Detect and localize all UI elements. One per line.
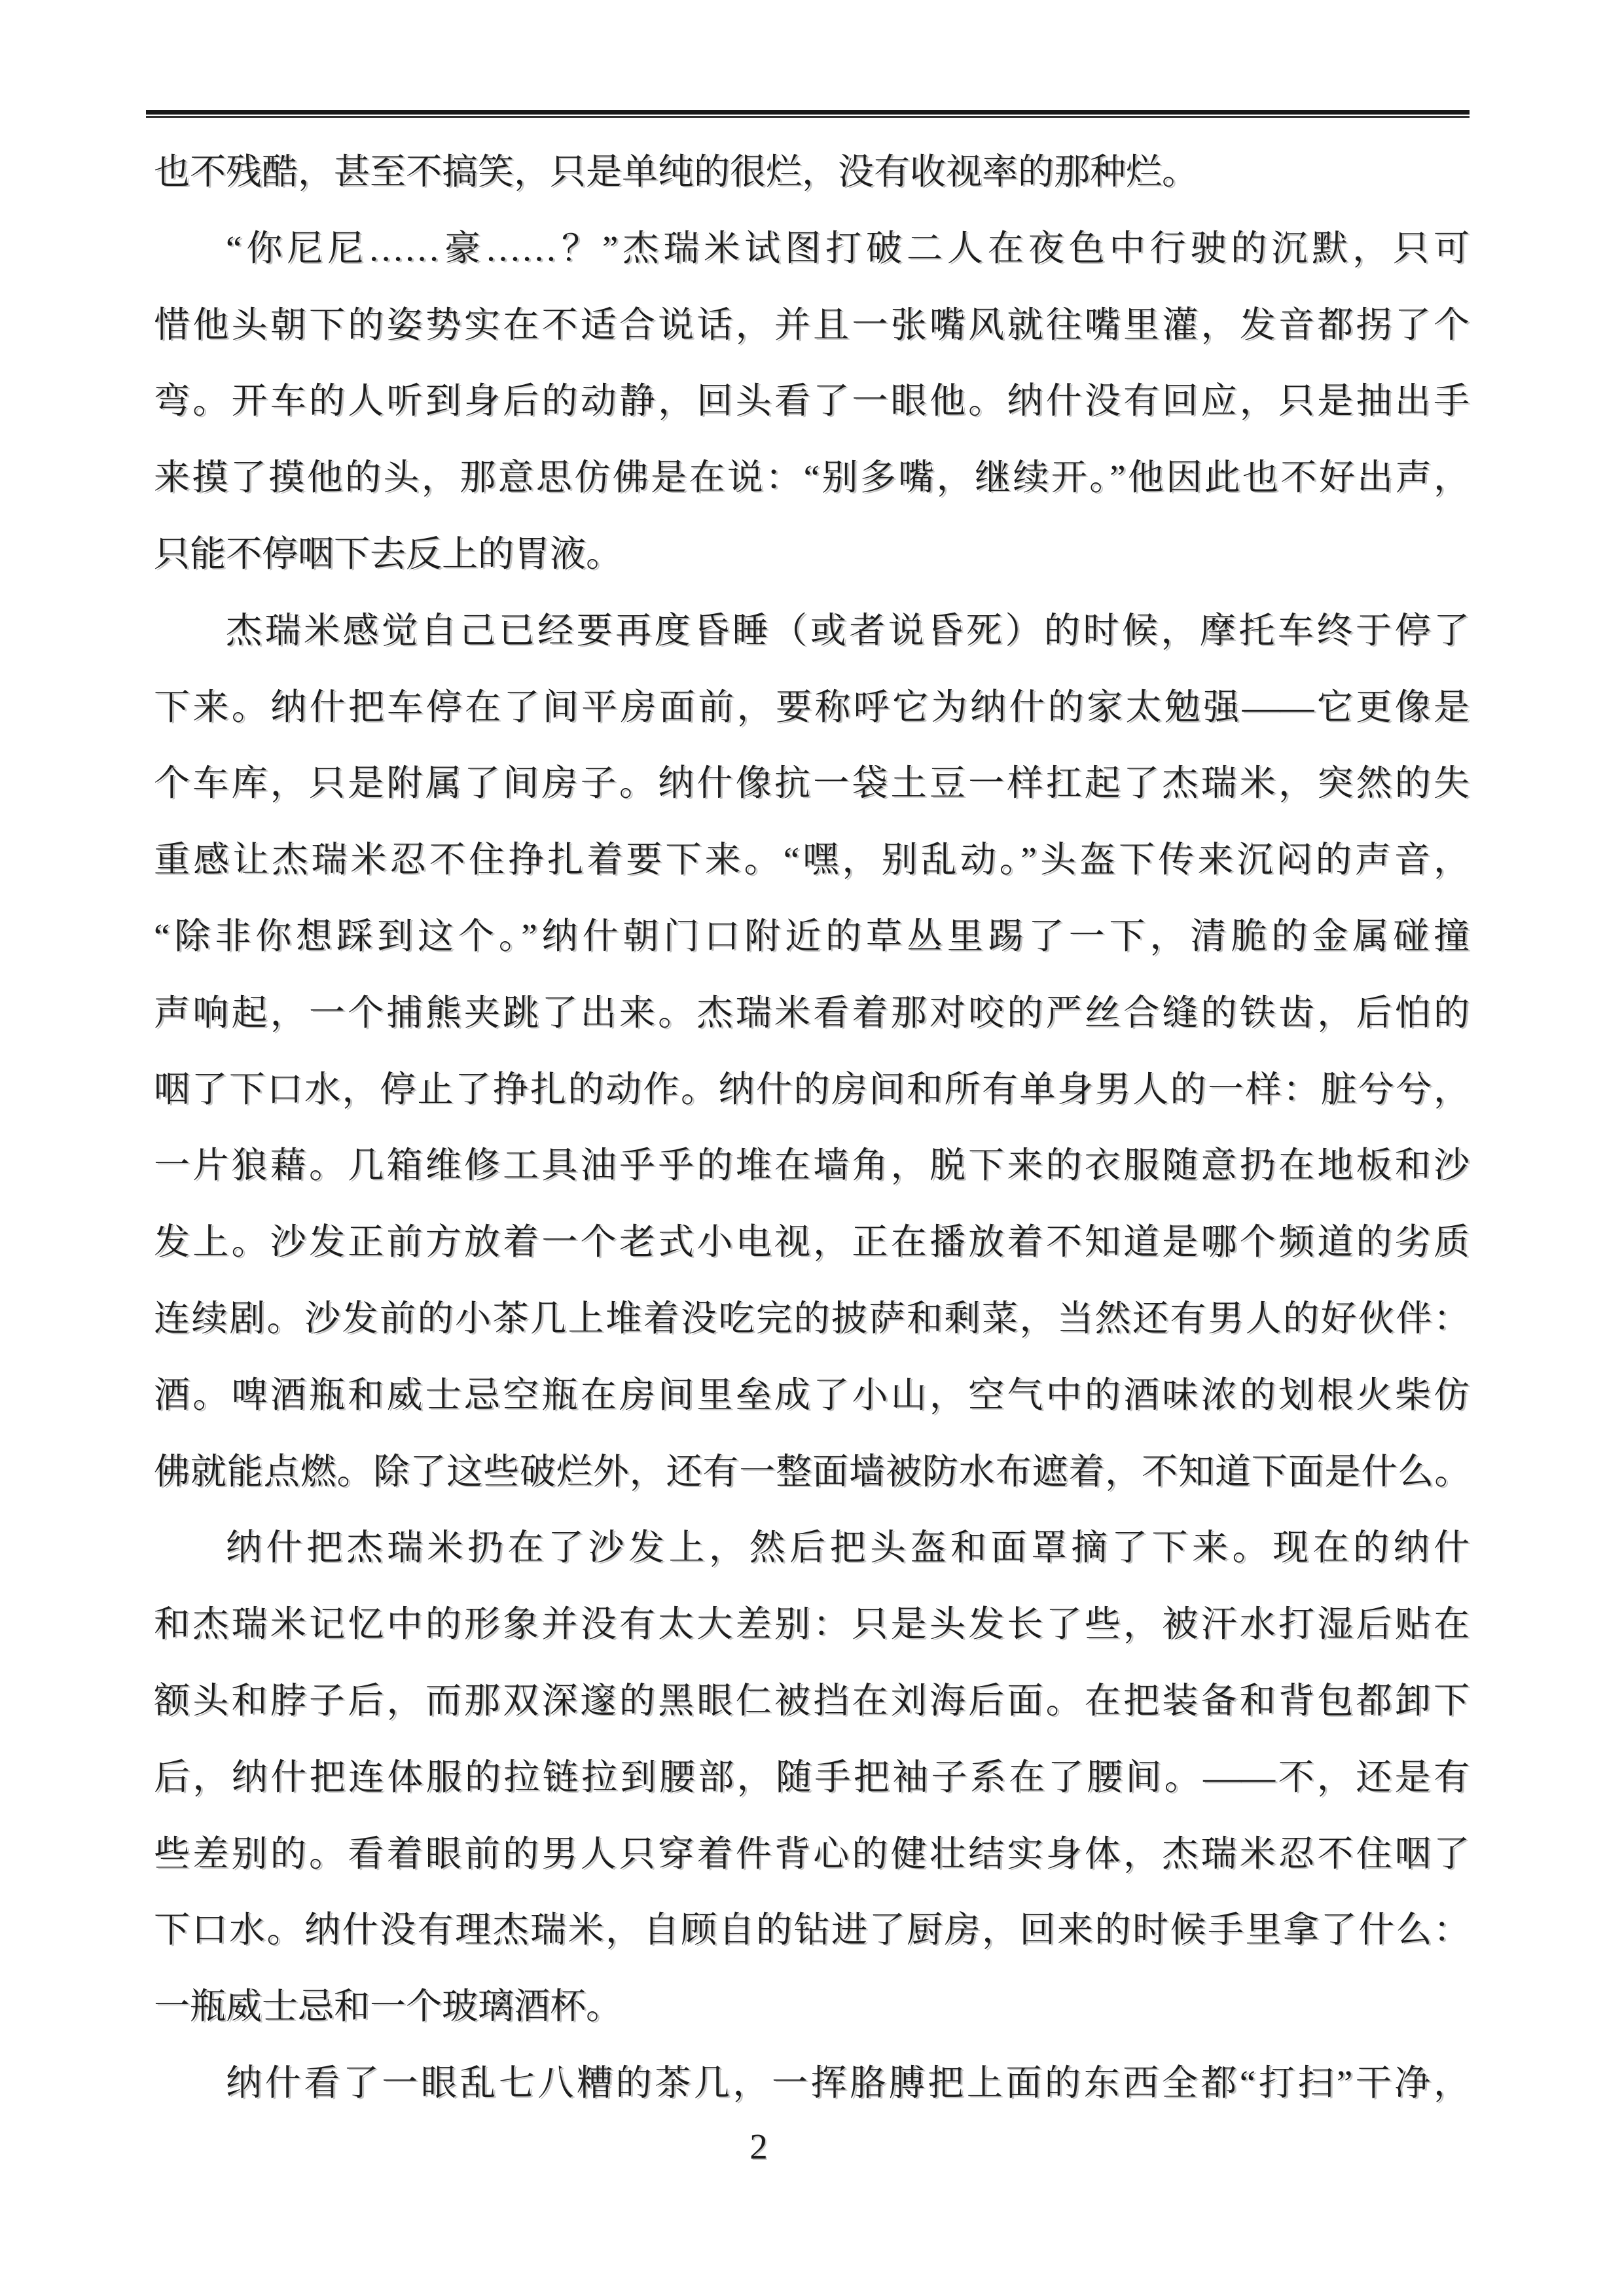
text-line: 弯。开车的人听到身后的动静，回头看了一眼他。纳什没有回应，只是抽出手 <box>154 381 1470 422</box>
text-line: 杰瑞米感觉自己已经要再度昏睡（或者说昏死）的时候，摩托车终于停了 <box>226 610 1470 651</box>
text-line: 也不残酷，甚至不搞笑，只是单纯的很烂，没有收视率的那种烂。 <box>154 152 1199 192</box>
text-line: 后，纳什把连体服的拉链拉到腰部，随手把袖子系在了腰间。——不，还是有 <box>154 1757 1470 1797</box>
text-line: 声响起，一个捕熊夹跳了出来。杰瑞米看着那对咬的严丝合缝的铁齿，后怕的 <box>154 992 1470 1033</box>
text-line: 惜他头朝下的姿势实在不适合说话，并且一张嘴风就往嘴里灌，发音都拐了个 <box>154 304 1470 345</box>
text-line: 下来。纳什把车停在了间平房面前，要称呼它为纳什的家太勉强——它更像是 <box>154 687 1470 727</box>
page-number: 2 <box>749 2126 768 2166</box>
text-body <box>154 134 1470 2122</box>
text-line: 咽了下口水，停止了挣扎的动作。纳什的房间和所有单身男人的一样：脏兮兮， <box>154 1069 1470 1109</box>
text-line: 重感让杰瑞米忍不住挣扎着要下来。“嘿，别乱动。”头盔下传来沉闷的声音， <box>154 840 1470 880</box>
text-line: 纳什看了一眼乱七八糟的茶几，一挥胳膊把上面的东西全都“打扫”干净， <box>226 2062 1470 2103</box>
text-line: 些差别的。看着眼前的男人只穿着件背心的健壮结实身体，杰瑞米忍不住咽了 <box>154 1833 1470 1874</box>
text-line: 酒。啤酒瓶和威士忌空瓶在房间里垒成了小山，空气中的酒味浓的划根火柴仿 <box>154 1374 1470 1415</box>
text-line: 个车库，只是附属了间房子。纳什像抗一袋土豆一样扛起了杰瑞米，突然的失 <box>154 763 1470 804</box>
text-line: 发上。沙发正前方放着一个老式小电视，正在播放着不知道是哪个频道的劣质 <box>154 1222 1470 1263</box>
text-line: “除非你想踩到这个。”纳什朝门口附近的草丛里踢了一下，清脆的金属碰撞 <box>154 916 1470 956</box>
text-line: “你尼尼……豪……？”杰瑞米试图打破二人在夜色中行驶的沉默，只可 <box>226 228 1470 268</box>
text-line: 纳什把杰瑞米扔在了沙发上，然后把头盔和面罩摘了下来。现在的纳什 <box>226 1528 1470 1568</box>
text-line: 一片狼藉。几箱维修工具油乎乎的堆在墙角，脱下来的衣服随意扔在地板和沙 <box>154 1145 1470 1186</box>
text-line: 只能不停咽下去反上的胃液。 <box>154 533 623 574</box>
text-line: 连续剧。沙发前的小茶几上堆着没吃完的披萨和剩菜，当然还有男人的好伙伴： <box>154 1298 1470 1338</box>
text-line: 佛就能点燃。除了这些破烂外，还有一整面墙被防水布遮着，不知道下面是什么。 <box>154 1451 1470 1492</box>
text-line: 和杰瑞米记忆中的形象并没有太大差别：只是头发长了些，被汗水打湿后贴在 <box>154 1604 1470 1645</box>
text-line: 来摸了摸他的头，那意思仿佛是在说：“别多嘴，继续开。”他因此也不好出声， <box>154 457 1470 498</box>
text-line: 一瓶威士忌和一个玻璃酒杯。 <box>154 1986 623 2027</box>
text-line: 额头和脖子后，而那双深邃的黑眼仁被挡在刘海后面。在把装备和背包都卸下 <box>154 1680 1470 1721</box>
text-line: 下口水。纳什没有理杰瑞米，自顾自的钻进了厨房，回来的时候手里拿了什么： <box>154 1910 1470 1950</box>
header-rule <box>146 110 1470 118</box>
